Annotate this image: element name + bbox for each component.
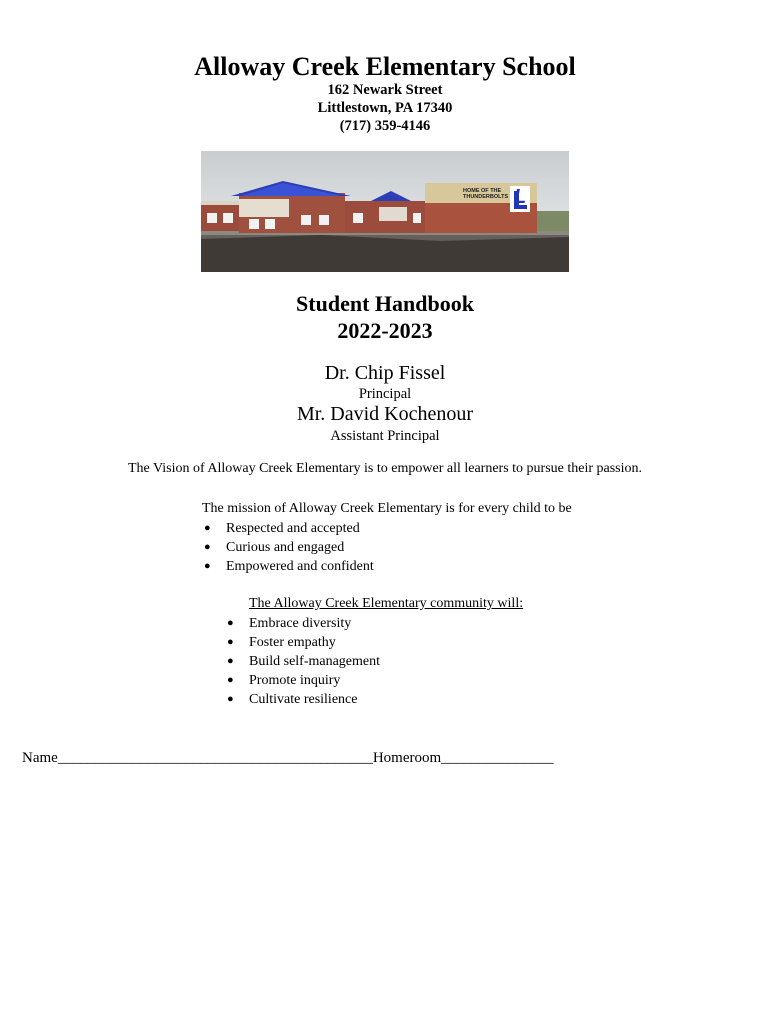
school-city: Littlestown, PA 17340 (317, 100, 453, 116)
vision-statement: The Vision of Alloway Creek Elementary is to empower all learners to pursue their passion. (127, 461, 643, 476)
bullet-icon: ● (227, 655, 234, 667)
school-building-image (201, 151, 569, 272)
mission-list (202, 519, 374, 576)
assistant-principal-name: Mr. David Kochenour (296, 403, 474, 425)
bullet-icon: ● (227, 636, 234, 648)
homeroom-label: Homeroom (372, 750, 442, 766)
bullet-icon: ● (227, 674, 234, 686)
list-item: ● Cultivate resilience (227, 692, 358, 707)
handbook-title: Student Handbook (296, 291, 474, 316)
list-item: ● Build self-management (227, 654, 381, 669)
principal-name: Dr. Chip Fissel (324, 362, 446, 384)
list-item: ● Respected and accepted (204, 521, 360, 536)
bullet-icon: ● (204, 560, 211, 572)
list-item: ● Foster empathy (227, 635, 336, 650)
bullet-icon: ● (204, 541, 211, 553)
school-street: 162 Newark Street (327, 82, 443, 98)
name-label: Name (22, 750, 58, 766)
name-field[interactable]: __________________________________________ (57, 750, 373, 766)
logo-letter: L (514, 186, 527, 208)
handbook-year: 2022-2023 (337, 318, 433, 343)
bullet-icon: ● (204, 522, 211, 534)
name-homeroom-row (22, 750, 554, 767)
mission-intro: The mission of Alloway Creek Elementary is for every child to be (202, 501, 572, 516)
sign-line-1: HOME OF THE (463, 188, 502, 194)
community-heading: The Alloway Creek Elementary community will: (249, 596, 524, 611)
community-list (225, 614, 380, 709)
principal-role: Principal (358, 386, 412, 402)
assistant-principal-role: Assistant Principal (330, 428, 440, 444)
bullet-icon: ● (227, 693, 234, 705)
bullet-icon: ● (227, 617, 234, 629)
list-item: ● Embrace diversity (227, 616, 352, 631)
school-name: Alloway Creek Elementary School (194, 52, 576, 81)
homeroom-field[interactable]: _______________ (441, 750, 554, 766)
list-item: ● Promote inquiry (227, 673, 341, 688)
school-phone: (717) 359-4146 (339, 118, 431, 134)
sign-line-2: THUNDERBOLTS (463, 194, 509, 200)
list-item: ● Empowered and confident (204, 559, 374, 574)
list-item: ● Curious and engaged (204, 540, 345, 555)
